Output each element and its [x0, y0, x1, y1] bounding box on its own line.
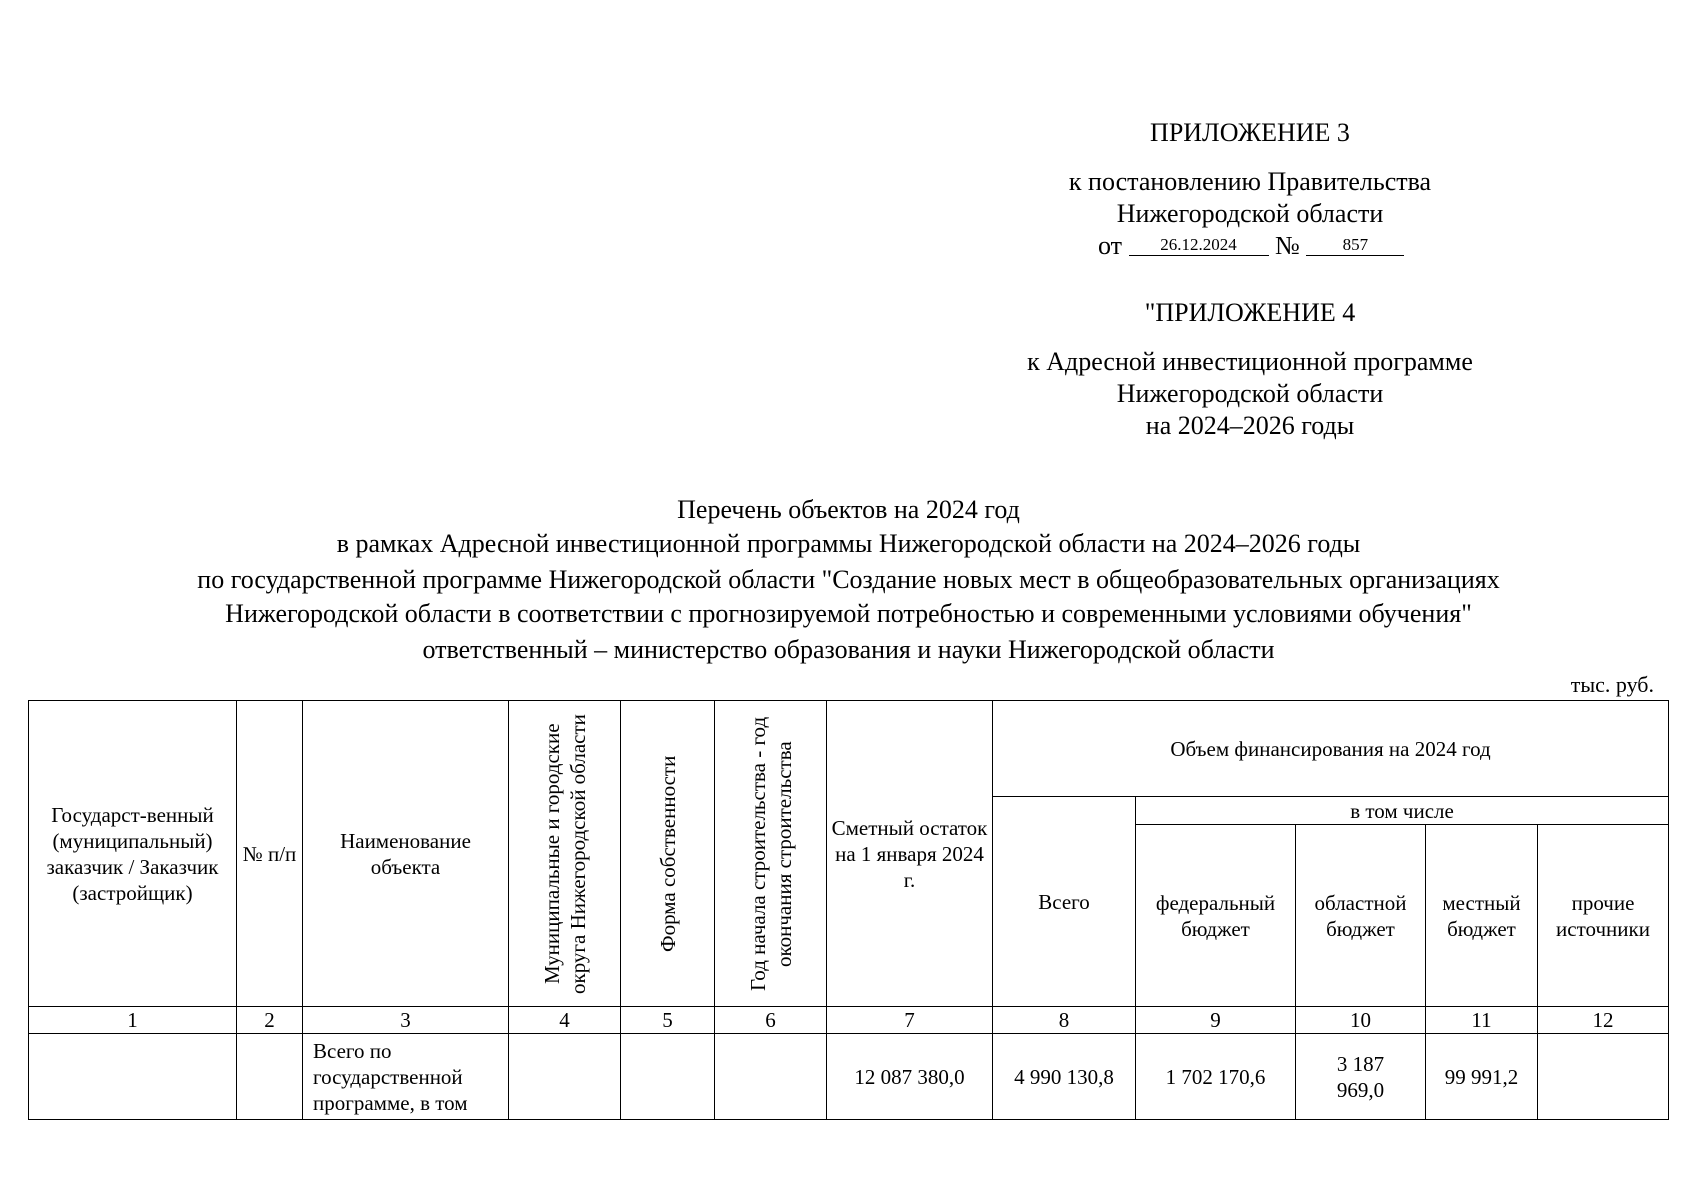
header-local: местный бюджет	[1426, 825, 1538, 1007]
appendix4-line2: Нижегородской области	[1116, 379, 1384, 408]
header-object-name: Наименование объекта	[303, 701, 509, 1007]
header-ownership-text: Форма собственности	[655, 755, 680, 952]
column-numbers-row	[29, 1007, 1669, 1034]
column-number: 7	[827, 1007, 993, 1034]
cell-other	[1538, 1034, 1669, 1120]
column-number: 1	[29, 1007, 237, 1034]
cell-name	[303, 1034, 509, 1120]
header-estimate: Сметный остаток на 1 января 2024 г.	[827, 701, 993, 1007]
header-including: в том числе	[1136, 797, 1669, 825]
cell-ownership	[621, 1034, 715, 1120]
header-financing: Объем финансирования на 2024 год	[993, 701, 1669, 797]
heading-line2: в рамках Адресной инвестиционной программы Нижегородской области на 2024–2026 годы	[336, 529, 1361, 558]
objects-table	[28, 700, 1669, 1120]
appendix4-line3: на 2024–2026 годы	[1145, 411, 1355, 440]
header-number: № п/п	[237, 701, 303, 1007]
header-years-text: Год начала строительства - год окончания строительства	[745, 716, 796, 991]
heading-line5: ответственный – министерство образования и науки Нижегородской области	[422, 635, 1275, 664]
date-field: 26.12.2024	[1129, 235, 1269, 256]
header-customer: Государст-венный (муниципальный) заказчик / Заказчик (застройщик)	[29, 701, 237, 1007]
number-sign: №	[1275, 231, 1300, 260]
header-districts-text: Муниципальные и городские округа Нижегородской области	[539, 713, 590, 994]
cell-customer	[29, 1034, 237, 1120]
column-number: 10	[1296, 1007, 1426, 1034]
date-prefix: от	[1098, 231, 1123, 260]
appendix4-line1: к Адресной инвестиционной программе	[1027, 347, 1473, 376]
column-number: 2	[237, 1007, 303, 1034]
cell-number	[237, 1034, 303, 1120]
appendix-line2: Нижегородской области	[1116, 199, 1384, 228]
cell-federal: 1 702 170,6	[1136, 1034, 1296, 1120]
number-field: 857	[1306, 235, 1404, 256]
cell-estimate: 12 087 380,0	[827, 1034, 993, 1120]
header-years	[715, 701, 827, 1007]
column-number: 4	[509, 1007, 621, 1034]
header-total: Всего	[993, 797, 1136, 1007]
column-number: 6	[715, 1007, 827, 1034]
header-ownership	[621, 701, 715, 1007]
appendix4-title: "ПРИЛОЖЕНИЕ 4	[1144, 298, 1356, 327]
units-label: тыс. руб.	[1570, 672, 1654, 697]
heading-line3: по государственной программе Нижегородской области "Создание новых мест в общеобразовательных организациях	[197, 565, 1500, 594]
cell-districts	[509, 1034, 621, 1120]
table-row	[29, 1034, 1669, 1120]
cell-total: 4 990 130,8	[993, 1034, 1136, 1120]
cell-years	[715, 1034, 827, 1120]
header-regional: областной бюджет	[1296, 825, 1426, 1007]
column-number: 12	[1538, 1007, 1669, 1034]
cell-name-text: Всего по государственной программе, в том	[313, 1039, 468, 1115]
header-federal: федеральный бюджет	[1136, 825, 1296, 1007]
appendix-title: ПРИЛОЖЕНИЕ 3	[1150, 118, 1350, 147]
appendix-date-line	[1098, 230, 1404, 262]
column-number: 11	[1426, 1007, 1538, 1034]
cell-local: 99 991,2	[1426, 1034, 1538, 1120]
column-number: 3	[303, 1007, 509, 1034]
header-districts	[509, 701, 621, 1007]
column-number: 9	[1136, 1007, 1296, 1034]
header-other: прочие источники	[1538, 825, 1669, 1007]
heading-line4: Нижегородской области в соответствии с прогнозируемой потребностью и современными условиями обучения"	[225, 599, 1472, 628]
heading-line1: Перечень объектов на 2024 год	[677, 495, 1020, 524]
column-number: 8	[993, 1007, 1136, 1034]
column-number: 5	[621, 1007, 715, 1034]
appendix-line1: к постановлению Правительства	[1068, 167, 1432, 196]
cell-regional: 3 187 969,0	[1296, 1034, 1426, 1120]
